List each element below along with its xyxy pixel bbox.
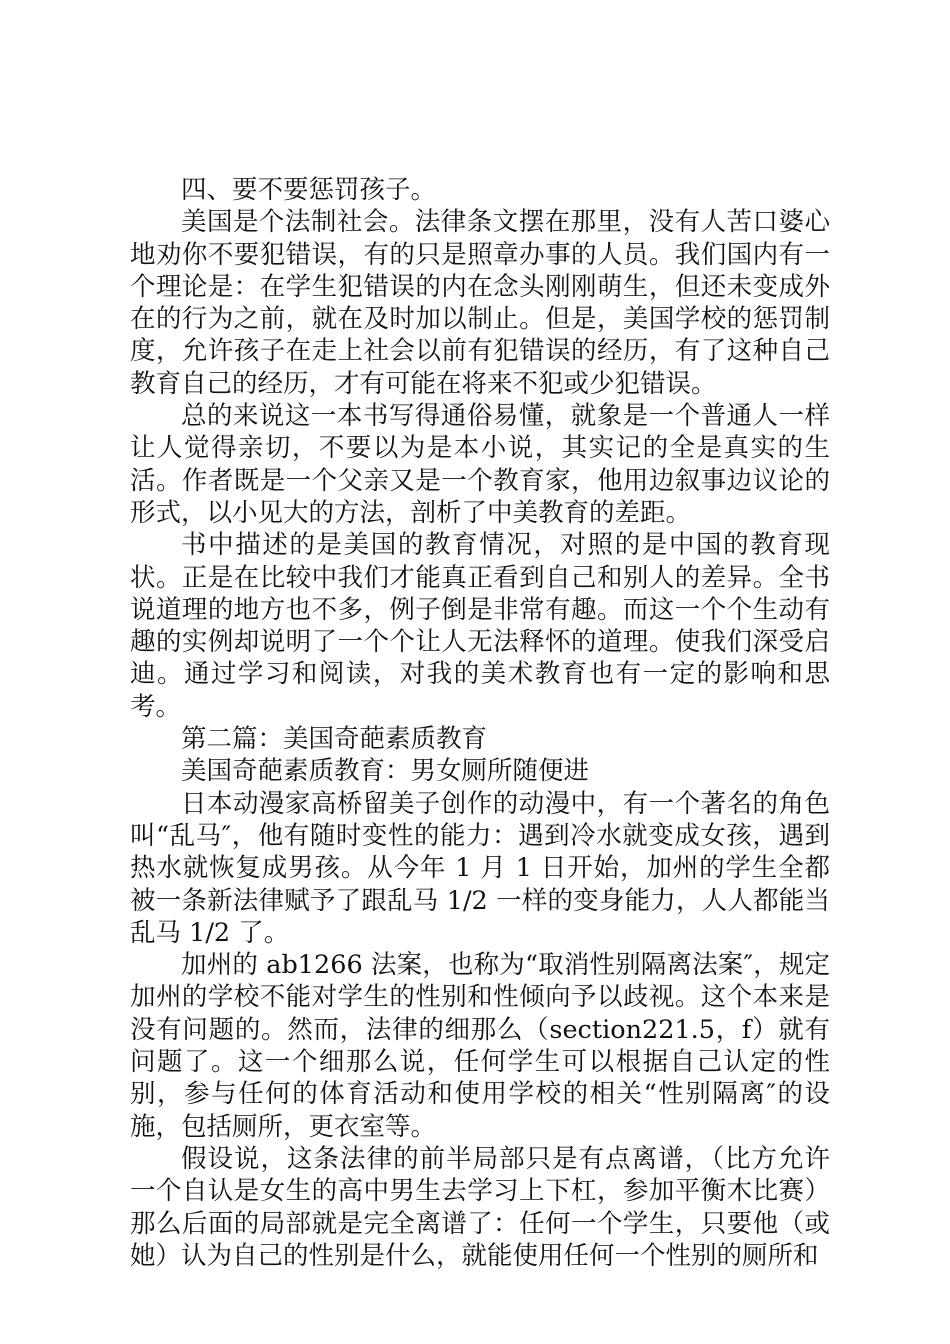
article-title: 美国奇葩素质教育：男女厕所随便进	[181, 756, 590, 787]
body-paragraph: 美国是个法制社会。法律条文摆在那里，没有人苦口婆心地劝你不要犯错误，有的只是照章办事的人员。我们国内有一个理论是：在学生犯错误的内在念头刚刚萌生，但还未变成外在的行为之前，就在及时加以制止。但是，美国学校的惩罚制度，允许孩子在走上社会以前有犯错误的经历，有了这种自己教育自己的经历，才有可能在将来不犯或少犯错误。	[130, 207, 830, 399]
chapter-title: 第二篇：美国奇葩素质教育	[181, 724, 488, 755]
document-page	[130, 174, 830, 1272]
body-paragraph: 加州的 ab1266 法案，也称为“取消性别隔离法案″，规定加州的学校不能对学生的性别和性倾向予以歧视。这个本来是没有问题的。然而，法律的细那么（section221.5，f）就有问题了。这一个细那么说，任何学生可以根据自己认定的性别，参与任何的体育活动和使用学校的相关“性别隔离″的设施，包括厕所，更衣室等。	[130, 950, 830, 1142]
section-heading: 四、要不要惩罚孩子。	[181, 175, 437, 205]
body-paragraph: 假设说，这条法律的前半局部只是有点离谱，（比方允许一个自认是女生的高中男生去学习上下杠，参加平衡木比赛）那么后面的局部就是完全离谱了：任何一个学生，只要他（或她）认为自己的性别是什么，就能使用任何一个性别的厕所和	[130, 1143, 830, 1271]
body-paragraph: 书中描述的是美国的教育情况，对照的是中国的教育现状。正是在比较中我们才能真正看到自己和别人的差异。全书说道理的地方也不多，例子倒是非常有趣。而这一个个生动有趣的实例却说明了一个个让人无法释怀的道理。使我们深受启迪。通过学习和阅读，对我的美术教育也有一定的影响和思考。	[130, 530, 830, 722]
body-paragraph: 日本动漫家高桥留美子创作的动漫中，有一个著名的角色叫“乱马″，他有随时变性的能力：遇到冷水就变成女孩，遇到热水就恢复成男孩。从今年 1 月 1 日开始，加州的学生全都被一条新法律赋予了跟乱马 1/2 一样的变身能力，人人都能当乱马 1/2 了。	[130, 788, 830, 948]
body-paragraph: 总的来说这一本书写得通俗易懂，就象是一个普通人一样让人觉得亲切，不要以为是本小说，其实记的全是真实的生活。作者既是一个父亲又是一个教育家，他用边叙事边议论的形式，以小见大的方法，剖析了中美教育的差距。	[130, 401, 830, 528]
